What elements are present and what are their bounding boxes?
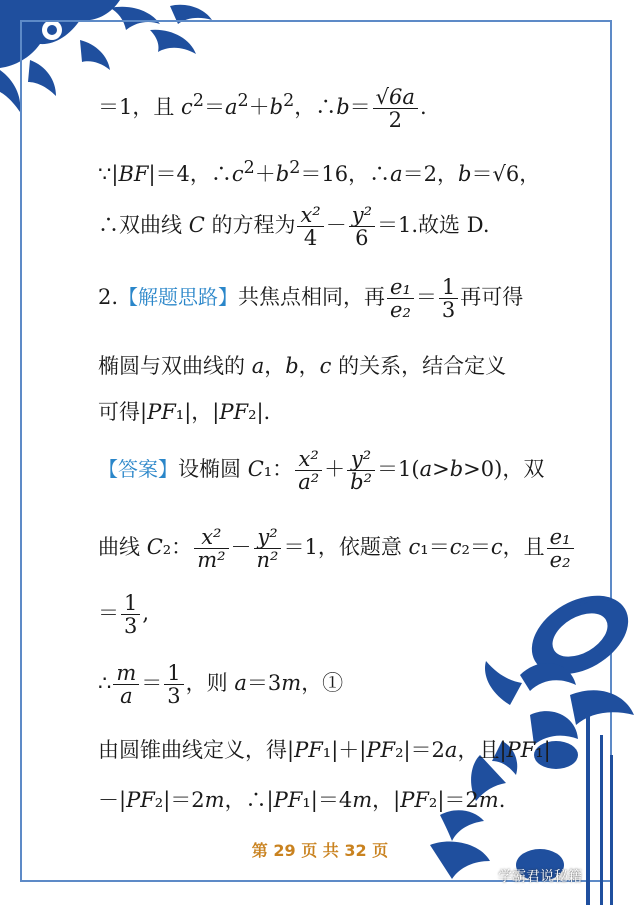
fraction: $\frac{\text{x²}}{\text{a²}}$ <box>295 448 322 493</box>
page-number: 第 29 页 共 32 页 <box>251 841 389 860</box>
line-5: 椭圆与双曲线的 a，b，c 的关系，结合定义 <box>98 354 507 378</box>
fraction: $\frac{\text{y²}}{\text{b²}}$ <box>347 448 375 493</box>
fraction: $\frac{1}{3}$ <box>164 662 183 707</box>
fraction: $\frac{\text{x²}}{\text{m²}}$ <box>194 526 228 571</box>
answer-tag: 【答案】 <box>98 457 178 482</box>
line-3: ∴双曲线 C 的方程为 $\frac{\text{x²}}{4}$ － $\frac{\text{y²}}{6}$ ＝1.故选 D. <box>98 203 490 251</box>
line-10: ∴ $\frac{m}{a}$ ＝ $\frac{1}{3}$ ，则 a＝3m，① <box>98 661 344 709</box>
solution-idea-tag: 【解题思路】 <box>118 285 239 310</box>
fraction: $\frac{1}{3}$ <box>121 592 140 637</box>
fraction: $\frac{\text{y²}}{\text{n²}}$ <box>254 526 282 571</box>
fraction: $\frac{\text{e₁}}{\text{e₂}}$ <box>547 526 574 571</box>
fraction: $\frac{\text{x²}}{4}$ <box>297 204 323 249</box>
fraction: $\frac{m}{a}$ <box>113 662 139 707</box>
line-6: 可得|PF₁|，|PF₂|. <box>98 400 271 424</box>
line-7: 【答案】设椭圆 C₁： $\frac{\text{x²}}{\text{a²}}$ ＋ $\frac{\text{y²}}{\text{b²}}$ ＝1(a>b>0)，双 <box>98 447 545 495</box>
line-8: 曲线 C₂： $\frac{\text{x²}}{\text{m²}}$ － $\frac{\text{y²}}{\text{n²}}$ ＝1，依题意 c₁＝c₂＝c，且 $\frac{\text{e₁}}{\text{e₂}}$ <box>98 526 576 571</box>
line-9: ＝ $\frac{1}{3}$ , <box>98 591 150 639</box>
fraction: $\frac{\text{y²}}{6}$ <box>349 204 375 249</box>
fraction: $\frac{√6a}{2}$ <box>373 86 418 131</box>
fraction: $\frac{1}{3}$ <box>439 276 458 321</box>
line-4: 2.【解题思路】共焦点相同，再 $\frac{\text{e₁}}{\text{e₂}}$ ＝ $\frac{1}{3}$ 再可得 <box>98 275 524 323</box>
watermark: 学霸君说秘籍 <box>498 869 582 885</box>
line-1: ＝1，且 $c^2=a^2+b^2$，∴b＝ $\frac{√6a}{2}$ . <box>98 85 427 133</box>
fraction: $\frac{\text{e₁}}{\text{e₂}}$ <box>387 276 414 321</box>
line-2: ∵|BF|＝4，$\therefore c^2+b^2=16$，∴a＝2，b＝√6， <box>98 158 541 186</box>
line-11: 由圆锥曲线定义，得|PF₁|＋|PF₂|＝2a，且|PF₁| <box>98 738 551 762</box>
line-12: －|PF₂|＝2m，∴|PF₁|＝4m，|PF₂|＝2m. <box>98 788 506 812</box>
